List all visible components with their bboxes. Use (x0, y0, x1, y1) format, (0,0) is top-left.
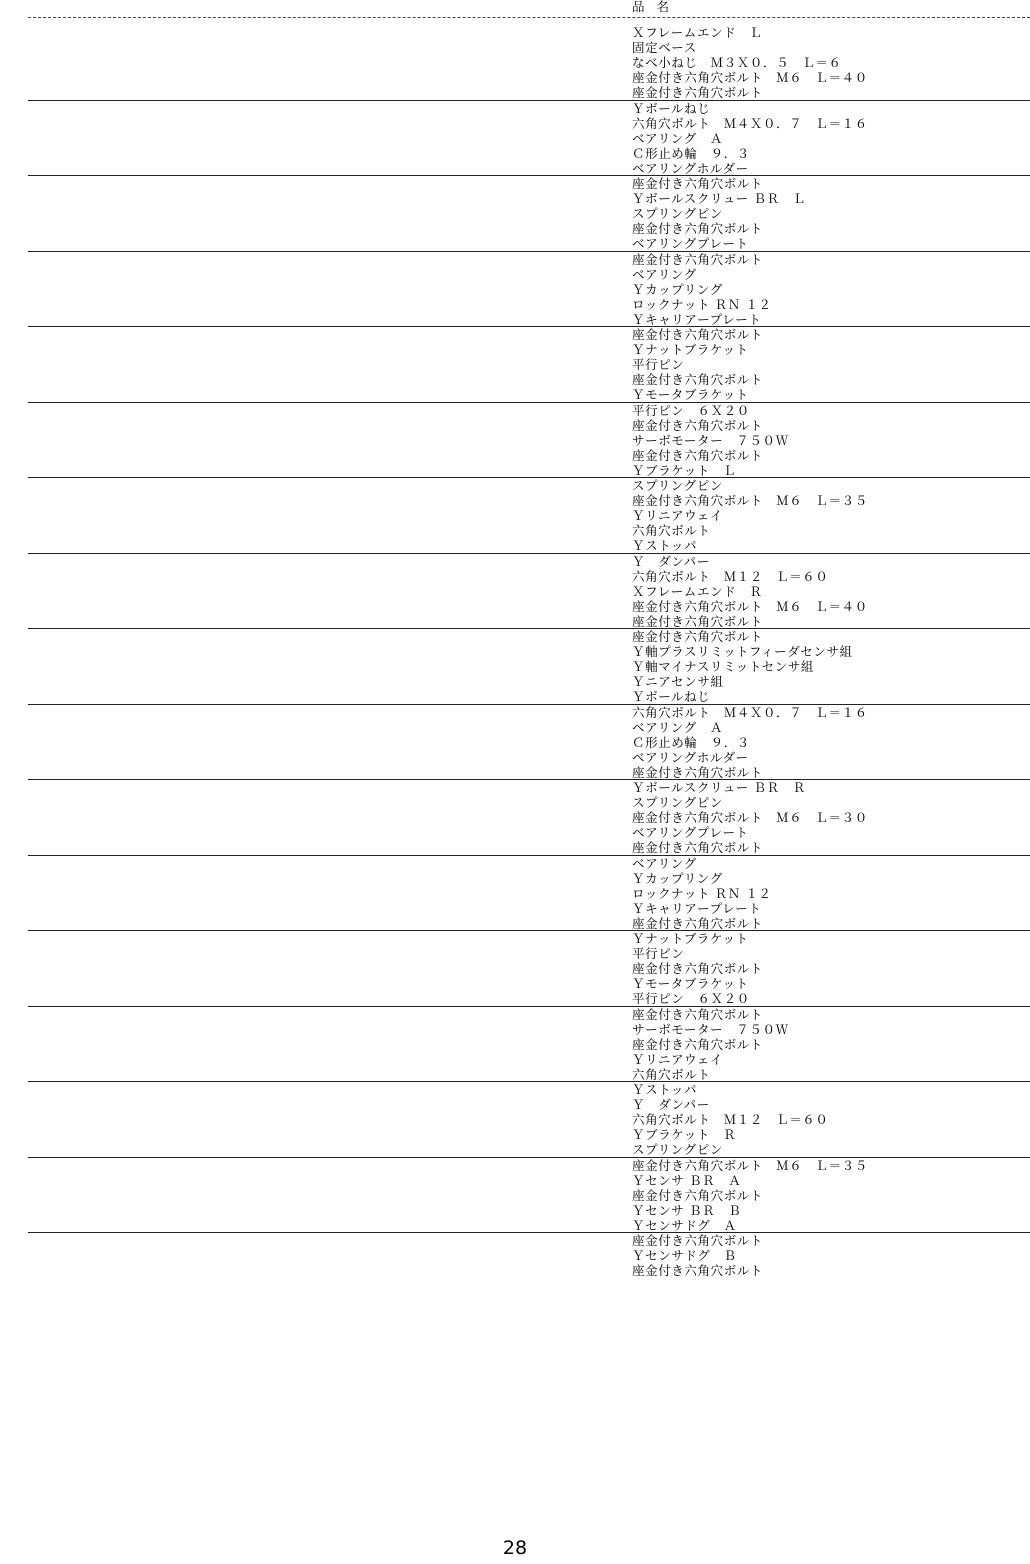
part-name: 座金付き六角穴ボルト Ｍ６ Ｌ＝４０ (632, 70, 868, 86)
part-name: 座金付き六角穴ボルト (632, 221, 764, 237)
part-name: 平行ピン ６Ｘ２０ (632, 402, 750, 418)
parts-group (0, 478, 1030, 554)
parts-group (0, 780, 1030, 856)
part-name: 座金付き六角穴ボルト (632, 372, 764, 388)
part-name: Ｙキャリアープレート (632, 311, 762, 327)
part-name: Ｙボールねじ (632, 100, 711, 116)
part-name: 座金付き六角穴ボルト (632, 764, 764, 780)
part-name: 座金付き六角穴ボルト (632, 1187, 764, 1203)
parts-group (0, 705, 1030, 781)
part-name: 座金付き六角穴ボルト (632, 327, 764, 342)
parts-group (0, 252, 1030, 328)
parts-group (0, 856, 1030, 932)
part-name: Ｙボールスクリュー ＢＲ Ｒ (632, 780, 806, 795)
part-name: スプリングピン (632, 795, 723, 811)
part-name: 平行ピン ６Ｘ２０ (632, 991, 750, 1007)
part-name: ベアリングホルダー (632, 160, 749, 176)
part-name: 座金付き六角穴ボルト (632, 447, 764, 463)
parts-table-body (0, 25, 1030, 1309)
part-name: Ｙリニアウェイ (632, 508, 723, 524)
table-header (0, 0, 1030, 17)
part-name: Ｙリニアウェイ (632, 1051, 723, 1067)
part-name: 六角穴ボルト (632, 523, 711, 539)
part-name: ベアリングホルダー (632, 749, 749, 765)
part-name: Ｘフレームエンド Ｌ (632, 25, 763, 40)
column-header-item-name: 品名 (632, 0, 682, 14)
part-name: 平行ピン (632, 357, 685, 373)
part-name: 座金付き六角穴ボルト Ｍ６ Ｌ＝３５ (632, 493, 868, 509)
part-name: Ｙブラケット Ｒ (632, 1127, 737, 1143)
part-name: Ｙ軸プラスリミットフィーダセンサ組 (632, 644, 853, 660)
page-number: 28 (502, 1537, 528, 1559)
part-name: Ｙセンサ ＢＲ Ａ (632, 1172, 742, 1188)
part-name: 座金付き六角穴ボルト Ｍ６ Ｌ＝４０ (632, 598, 868, 614)
parts-group (0, 25, 1030, 101)
part-name: ロックナット ＲＮ １２ (632, 885, 772, 901)
part-name: ベアリング Ａ (632, 130, 723, 146)
parts-group (0, 327, 1030, 403)
parts-group (0, 629, 1030, 705)
part-name: 座金付き六角穴ボルト Ｍ６ Ｌ＝３０ (632, 810, 868, 826)
part-name: スプリングピン (632, 206, 723, 222)
part-name: Ｙボールスクリュー ＢＲ Ｌ (632, 191, 806, 207)
parts-group (0, 1233, 1030, 1309)
parts-group (0, 1007, 1030, 1083)
part-name: 固定ベース (632, 40, 697, 56)
parts-group (0, 554, 1030, 630)
part-name: Ｙナットブラケット (632, 342, 749, 358)
part-name: 座金付き六角穴ボルト (632, 251, 764, 267)
parts-group (0, 1082, 1030, 1158)
part-name: 座金付き六角穴ボルト (632, 613, 764, 629)
part-name: Ｙ軸マイナスリミットセンサ組 (632, 659, 815, 675)
part-name: スプリングピン (632, 1142, 723, 1158)
part-name: 座金付き六角穴ボルト (632, 1233, 764, 1248)
part-name: 座金付き六角穴ボルト (632, 840, 764, 856)
part-name: 六角穴ボルト Ｍ１２ Ｌ＝６０ (632, 1112, 829, 1128)
part-name: ベアリング (632, 855, 697, 871)
part-name: ベアリングプレート (632, 825, 749, 841)
part-name: 座金付き六角穴ボルト Ｍ６ Ｌ＝３５ (632, 1157, 868, 1173)
part-name: Ｙニアセンサ組 (632, 674, 724, 690)
part-name: 平行ピン (632, 946, 685, 962)
parts-group (0, 931, 1030, 1007)
parts-group (0, 176, 1030, 252)
part-name: Ｃ形止め輪 ９．３ (632, 145, 750, 161)
part-name: 六角穴ボルト Ｍ１２ Ｌ＝６０ (632, 568, 829, 584)
part-name: Ｃ形止め輪 ９．３ (632, 734, 750, 750)
part-name: Ｙセンサドグ Ｂ (632, 1248, 737, 1264)
part-name: 座金付き六角穴ボルト (632, 176, 764, 191)
parts-group (0, 403, 1030, 479)
part-name: 座金付き六角穴ボルト (632, 417, 764, 433)
part-name: Ｙセンサドグ Ａ (632, 1217, 737, 1233)
part-name: なべ小ねじ Ｍ３Ｘ０．５ Ｌ＝６ (632, 55, 842, 71)
part-name: 座金付き六角穴ボルト (632, 1263, 764, 1279)
part-name: Ｙ ダンパー (632, 1097, 710, 1113)
part-name: 座金付き六角穴ボルト (632, 961, 764, 977)
part-name: 座金付き六角穴ボルト (632, 85, 764, 101)
parts-group (0, 101, 1030, 177)
part-name: Ｙ ダンパー (632, 553, 710, 569)
part-name: Ｙモータブラケット (632, 387, 749, 403)
part-name: Ｙストッパ (632, 538, 698, 554)
part-name: Ｙナットブラケット (632, 931, 749, 946)
part-name: 六角穴ボルト (632, 1066, 711, 1082)
part-name: サーボモーター ７５０Ｗ (632, 1021, 789, 1037)
part-name: Ｙボールねじ (632, 689, 711, 705)
part-name: ロックナット ＲＮ １２ (632, 296, 772, 312)
part-name: スプリングピン (632, 478, 723, 493)
part-name: 座金付き六角穴ボルト (632, 915, 764, 931)
part-name: Ｙカップリング (632, 281, 723, 297)
part-name: Ｙブラケット Ｌ (632, 462, 737, 478)
part-name: 座金付き六角穴ボルト (632, 1006, 764, 1022)
part-name: Ｘフレームエンド Ｒ (632, 583, 763, 599)
part-name: Ｙセンサ ＢＲ Ｂ (632, 1202, 742, 1218)
part-name: ベアリング Ａ (632, 719, 723, 735)
header-dashed-divider (28, 17, 1030, 18)
part-name: 座金付き六角穴ボルト (632, 1036, 764, 1052)
part-name: 六角穴ボルト Ｍ４Ｘ０．７ Ｌ＝１６ (632, 704, 868, 720)
part-name: 六角穴ボルト Ｍ４Ｘ０．７ Ｌ＝１６ (632, 115, 868, 131)
part-name: Ｙキャリアープレート (632, 900, 762, 916)
part-name: ベアリングプレート (632, 236, 749, 252)
part-name: Ｙストッパ (632, 1082, 698, 1097)
part-name: 座金付き六角穴ボルト (632, 629, 764, 644)
part-name: サーボモーター ７５０Ｗ (632, 432, 789, 448)
part-name: Ｙカップリング (632, 870, 723, 886)
part-name: Ｙモータブラケット (632, 976, 749, 992)
part-name: ベアリング (632, 266, 697, 282)
parts-group (0, 1158, 1030, 1234)
